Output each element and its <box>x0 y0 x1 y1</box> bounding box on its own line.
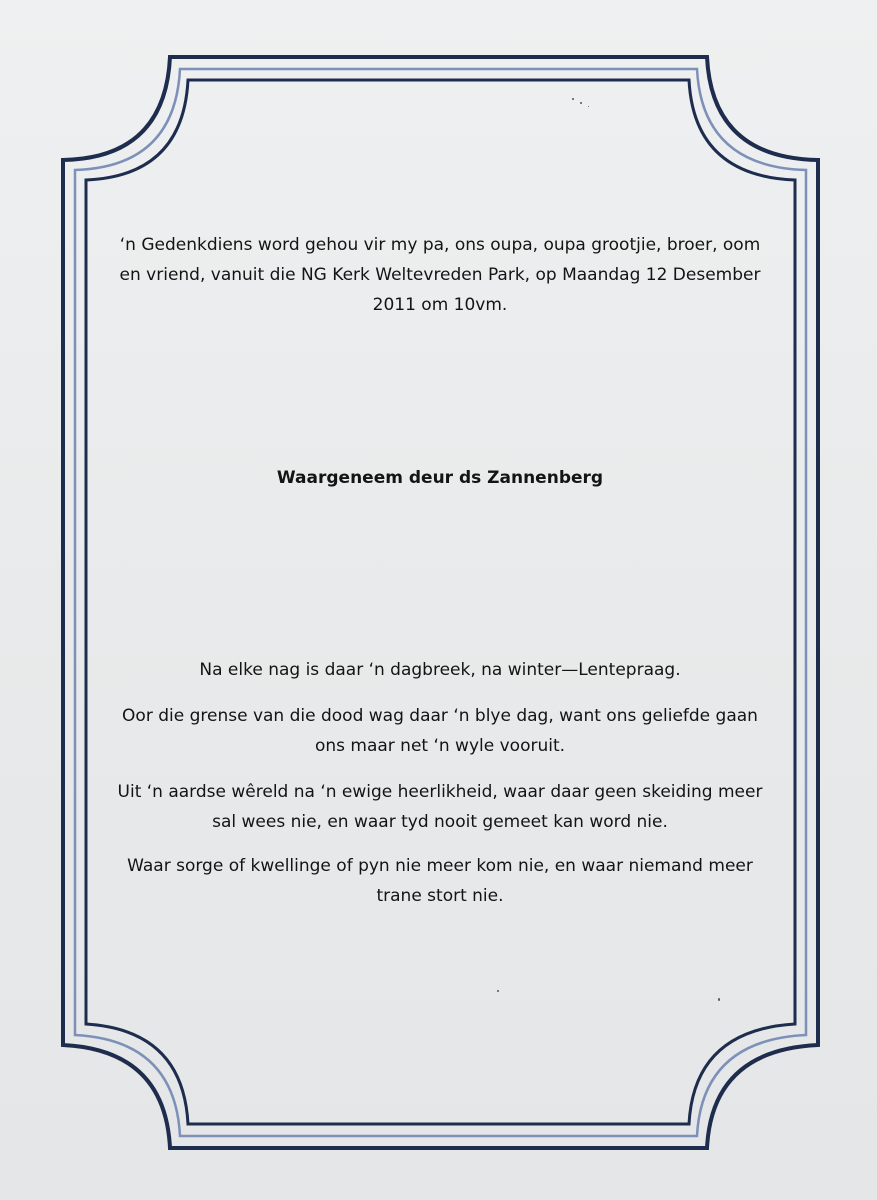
paper-speck <box>572 98 574 100</box>
officiant-line: Waargeneem deur ds Zannenberg <box>276 468 604 488</box>
verse-line-1: Na elke nag is daar ‘n dagbreek, na winter—Lentepraag. <box>199 660 681 680</box>
outer-frame-border <box>63 57 818 1148</box>
verse-line-4: Waar sorge of kwellinge of pyn nie meer kom nie, en waar niemand meer trane stort nie. <box>127 856 753 906</box>
memorial-verse <box>110 655 770 927</box>
verse-line-2: Oor die grense van die dood wag daar ‘n blye dag, want ons geliefde gaan ons maar net ‘n wyle vooruit. <box>122 706 758 756</box>
verse-line-3: Uit ‘n aardse wêreld na ‘n ewige heerlikheid, waar daar geen skeiding meer sal wees nie, en waar tyd nooit gemeet kan word nie. <box>117 782 763 832</box>
paper-speck <box>718 998 720 1001</box>
paper-speck <box>588 106 589 107</box>
paper-speck <box>497 990 499 992</box>
service-announcement: ‘n Gedenkdiens word gehou vir my pa, ons oupa, oupa grootjie, broer, oom en vriend, vanuit die NG Kerk Weltevreden Park, op Maandag 12 Desember 2011 om 10vm. <box>119 235 761 315</box>
paper-speck <box>580 102 582 104</box>
